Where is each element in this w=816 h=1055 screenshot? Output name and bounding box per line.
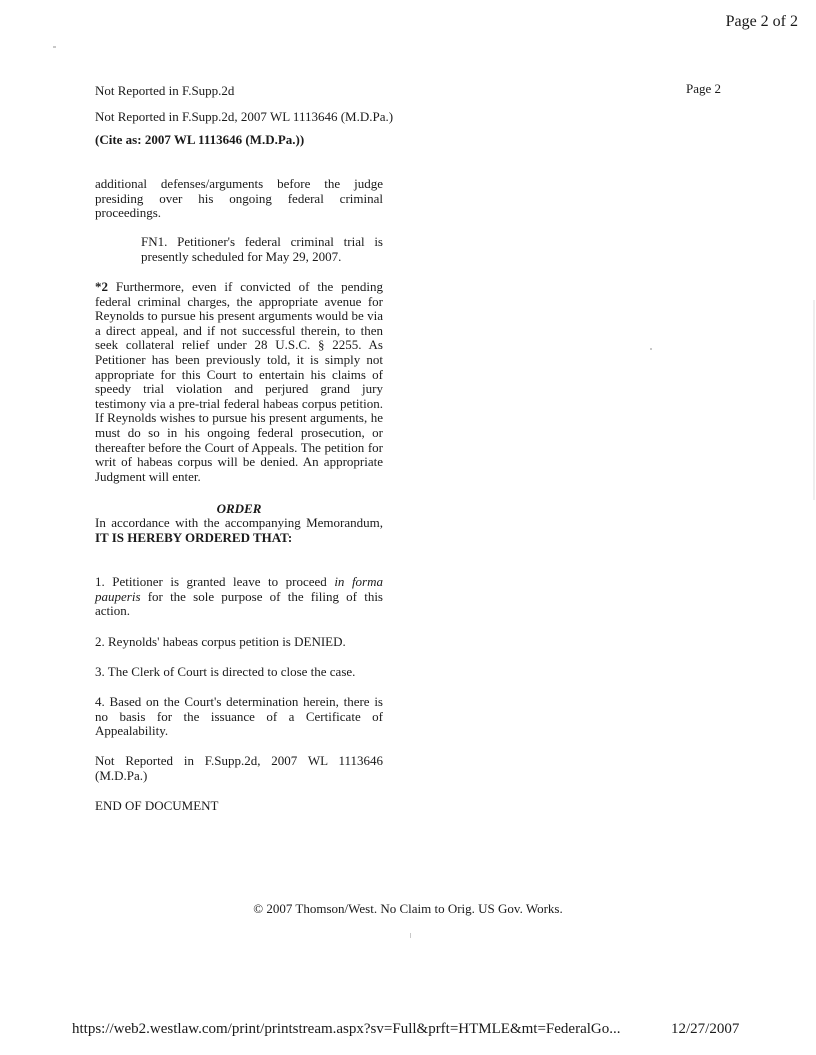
scan-speck bbox=[410, 933, 411, 938]
scan-speck bbox=[53, 46, 56, 48]
order-item-1-tail: for the sole purpose of the filing of this action. bbox=[95, 588, 383, 619]
order-item-1 bbox=[95, 575, 383, 619]
main-paragraph bbox=[95, 280, 383, 484]
footer-date: 12/27/2007 bbox=[671, 1021, 740, 1037]
order-heading: ORDER bbox=[216, 501, 262, 516]
scan-speck bbox=[650, 348, 652, 350]
order-item-3: 3. The Clerk of Court is directed to close the case. bbox=[95, 664, 356, 679]
page-counter: Page 2 of 2 bbox=[725, 13, 798, 30]
order-item-1-lead: 1. Petitioner is granted leave to proceed bbox=[95, 574, 335, 589]
scan-speck bbox=[813, 300, 815, 500]
closing-citation: Not Reported in F.Supp.2d, 2007 WL 1113646 (M.D.Pa.) bbox=[95, 753, 383, 783]
reporter-line: Not Reported in F.Supp.2d bbox=[95, 83, 235, 98]
order-item-4: 4. Based on the Court's determination herein, there is no basis for the issuance of a Certificate of Appealability. bbox=[95, 694, 383, 739]
order-item-1-italic: in forma pauperis bbox=[95, 574, 384, 604]
page-label: Page 2 bbox=[685, 81, 721, 96]
continued-paragraph: additional defenses/arguments before the judge presiding over his ongoing federal criminal proceedings. bbox=[95, 176, 383, 221]
end-of-document: END OF DOCUMENT bbox=[95, 798, 219, 813]
order-intro bbox=[95, 516, 383, 545]
citation-line: Not Reported in F.Supp.2d, 2007 WL 1113646 (M.D.Pa.) bbox=[95, 109, 394, 124]
order-item-2: 2. Reynolds' habeas corpus petition is DENIED. bbox=[95, 634, 346, 649]
order-intro-text: In accordance with the accompanying Memorandum, bbox=[95, 515, 383, 530]
order-intro-bold: IT IS HEREBY ORDERED THAT: bbox=[95, 529, 293, 545]
copyright-notice: © 2007 Thomson/West. No Claim to Orig. US Gov. Works. bbox=[253, 901, 563, 916]
footnote-fn1: FN1. Petitioner's federal criminal trial is presently scheduled for May 29, 2007. bbox=[141, 234, 383, 264]
footer-url: https://web2.westlaw.com/print/printstream.aspx?sv=Full&prft=HTMLE&mt=FederalGo... bbox=[72, 1021, 621, 1037]
star-page-marker: *2 bbox=[95, 279, 108, 294]
main-paragraph-text: Furthermore, even if convicted of the pending federal criminal charges, the appropriate avenue for Reynolds to pursue his present arguments would be via a direct appeal, and if not successful therein, to then seek collateral relief under 28 U.S.C. § 2255. As Petitioner has been previously told, it is simply not appropriate for this Court to entertain his claims of speedy trial violation and perjured grand jury testimony via a pre-trial federal habeas corpus petition. If Reynolds wishes to pursue his present arguments, he must do so in his ongoing federal prosecution, or thereafter before the Court of Appeals. The petition for writ of habeas corpus will be denied. An appropriate Judgment will enter. bbox=[95, 279, 383, 484]
cite-as-line: (Cite as: 2007 WL 1113646 (M.D.Pa.)) bbox=[95, 132, 305, 147]
